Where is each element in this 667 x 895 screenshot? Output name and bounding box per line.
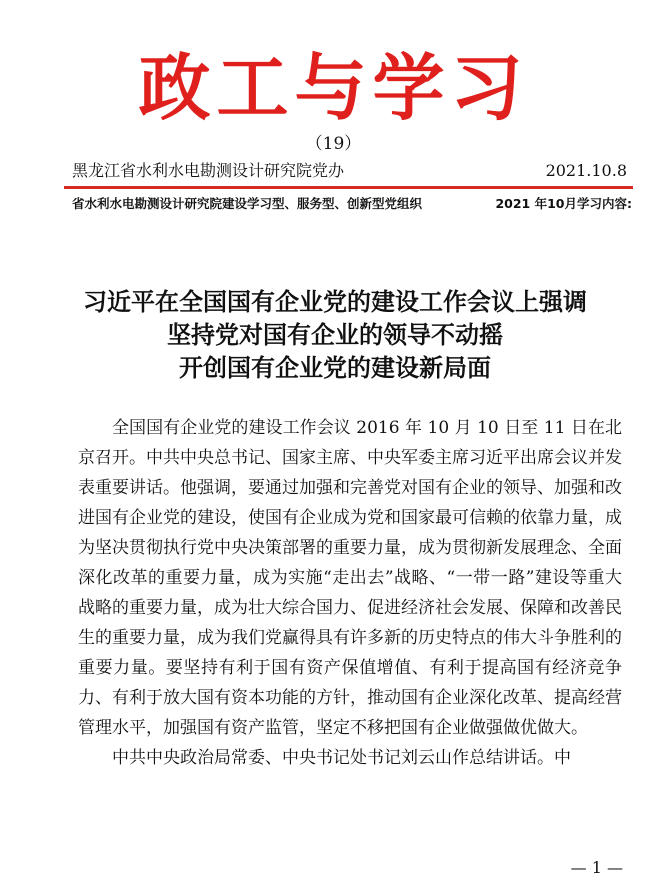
header-subtitle-row: [72, 195, 632, 213]
content-label: 2021 年10月学习内容:: [495, 196, 632, 211]
article-title: [40, 285, 630, 384]
header-subtitle: 省水利水电勘测设计研究院建设学习型、服务型、创新型党组织: [72, 196, 423, 211]
red-divider-rule: [64, 186, 633, 189]
issue-date: 2021.10.8: [545, 161, 627, 180]
header-meta-row: [72, 160, 627, 182]
article-title-line: 开创国有企业党的建设新局面: [179, 353, 491, 382]
article-title-line: 习近平在全国国有企业党的建设工作会议上强调: [83, 287, 587, 316]
issue-number: （19）: [305, 134, 362, 154]
issuing-organization: 黑龙江省水利水电勘测设计研究院党办: [72, 161, 345, 180]
article-paragraph: 全国国有企业党的建设工作会议 2016 年 10 月 10 日至 11 日在北京召开。中共中央总书记、国家主席、中央军委主席习近平出席会议并发表重要讲话。他强调，要通过加强和完善党对国有企业的领导、加强和改进国有企业党的建设，使国有企业成为党和国家最可信赖的依靠力量，成为坚决贯彻执行党中央决策部署的重要力量，成为贯彻新发展理念、全面深化改革的重要力量，成为实施“走出去”战略、“一带一路”建设等重大战略的重要力量，成为壮大综合国力、促进经济社会发展、保障和改善民生的重要力量，成为我们党赢得具有许多新的历史特点的伟大斗争胜利的重要力量。要坚持有利于国有资产保值增值、有利于提高国有经济竞争力、有利于放大国有资本功能的方针，推动国有企业深化改革、提高经营管理水平，加强国有资产监管，坚定不移把国有企业做强做优做大。: [78, 418, 622, 738]
page-number: — 1 —: [570, 858, 623, 877]
article-body: [78, 413, 622, 773]
masthead-title: 政工与学习: [138, 45, 529, 130]
article-title-line: 坚持党对国有企业的领导不动摇: [167, 320, 503, 349]
article-paragraph: 中共中央政治局常委、中央书记处书记刘云山作总结讲话。中: [112, 748, 571, 768]
